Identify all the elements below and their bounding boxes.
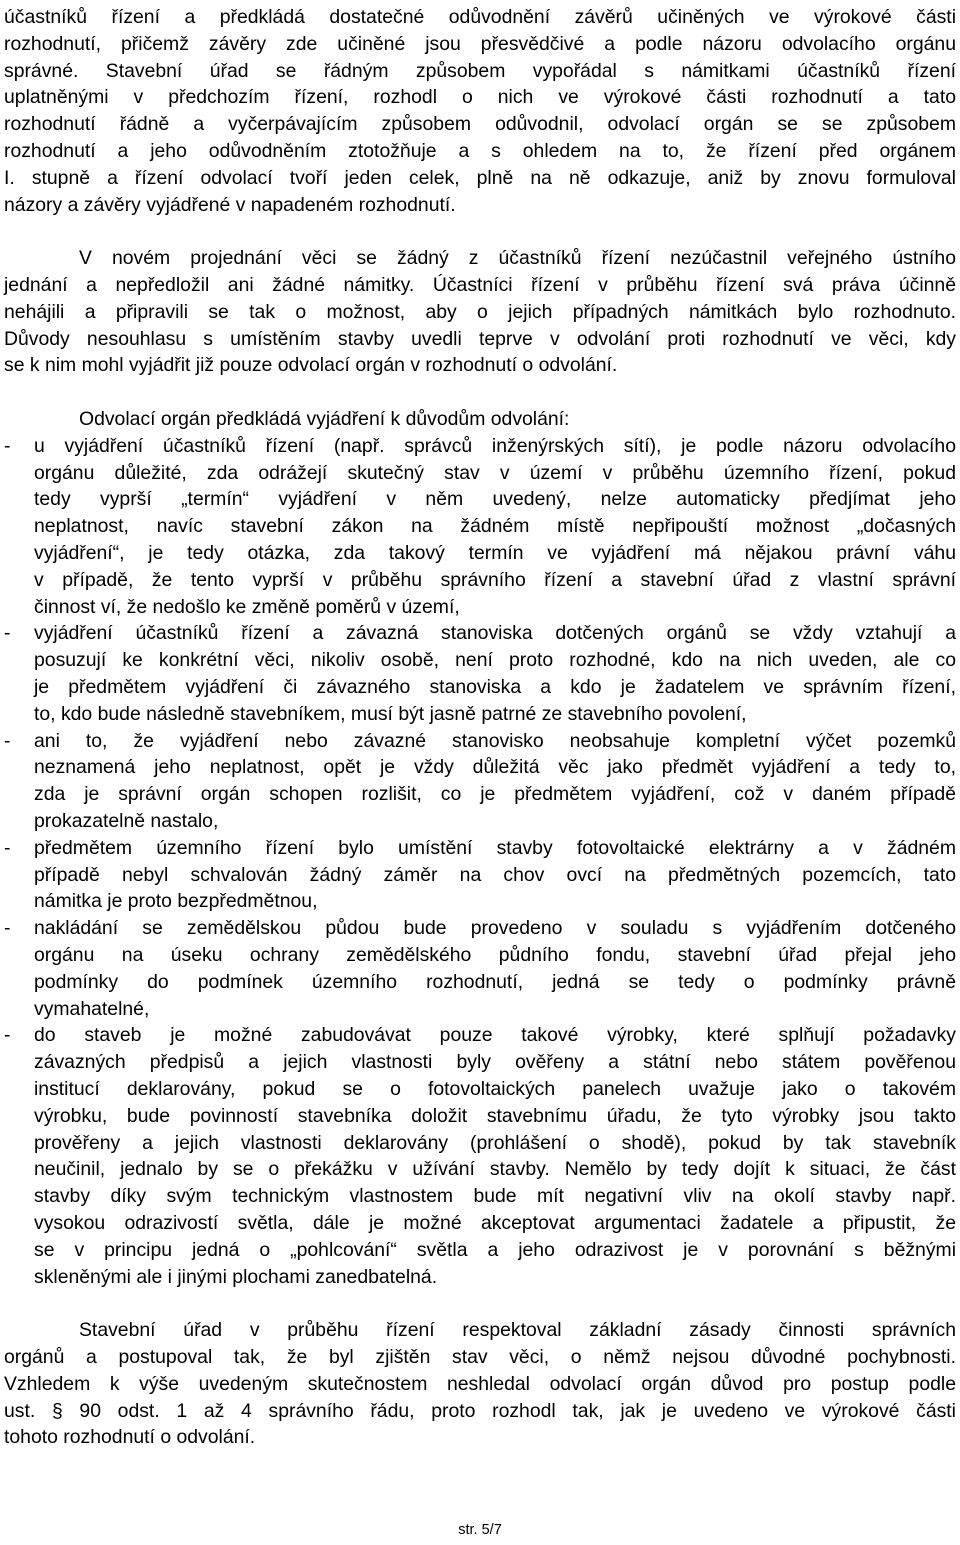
paragraph-line: se k nim mohl vyjádřit již pouze odvolací orgán v rozhodnutí o odvolání.: [4, 354, 618, 377]
list-item-line: orgánu důležité, zda odrážejí skutečný stav v území v průběhu územního řízení, pokud: [34, 461, 956, 484]
list-item-line: to, kdo bude následně stavebníkem, musí být jasně patrné ze stavebního povolení,: [34, 702, 747, 725]
list-bullet-dash: -: [4, 836, 11, 859]
list-item-line: do staveb je možné zabudovávat pouze takové výrobky, které splňují požadavky: [34, 1024, 956, 1047]
list-item-line: neučinil, jednalo by se o překážku v užívání stavby. Nemělo by tedy dojít k situaci, že část: [34, 1158, 956, 1181]
list-item-line: předmětem územního řízení bylo umístění stavby fotovoltaické elektrárny a v žádném: [34, 836, 956, 859]
paragraph-line: rozhodnutí, přičemž závěry zde učiněné jsou přesvědčivé a podle názoru odvolacího orgánu: [4, 32, 956, 55]
list-item-line: v případě, že tento vyprší v průběhu správního řízení a stavební úřad z vlastní správní: [34, 568, 956, 591]
list-bullet-dash: -: [4, 622, 11, 645]
paragraph-line: rozhodnutí řádně a vyčerpávajícím způsobem odůvodnil, odvolací orgán se se způsobem: [4, 113, 956, 136]
paragraph-line: jednání a nepředložil ani žádné námitky. Účastníci řízení v průběhu řízení svá práva účinně: [4, 274, 956, 296]
list-item-line: u vyjádření účastníků řízení (např. správců inženýrských sítí), je podle názoru odvolacího: [34, 434, 956, 457]
paragraph-line: názory a závěry vyjádřené v napadeném rozhodnutí.: [4, 193, 456, 216]
list-item-line: závazných předpisů a jejich vlastnosti byly ověřeny a státní nebo státem pověřenou: [34, 1051, 956, 1074]
paragraph-line: uplatněnými v předchozím řízení, rozhodl o nich ve výrokové části rozhodnutí a tato: [4, 86, 956, 109]
paragraph-line: správné. Stavební úřad se řádným způsobem vypořádal s námitkami účastníků řízení: [4, 59, 956, 82]
list-item-line: skleněnými ale i jinými plochami zanedbatelná.: [34, 1265, 438, 1288]
list-item-line: prověřeny a jejich vlastnosti deklarovány (prohlášení o shodě), pokud by tak stavebník: [34, 1131, 956, 1154]
paragraph-line: účastníků řízení a předkládá dostatečné odůvodnění závěrů učiněných ve výrokové části: [4, 6, 956, 28]
paragraph-line: rozhodnutí a jeho odůvodněním ztotožňuje a s ohledem na to, že řízení před orgánem: [4, 140, 956, 162]
list-item-line: prokazatelně nastalo,: [34, 810, 219, 832]
list-item-line: posuzují ke konkrétní věci, nikoliv osobě, není proto rozhodné, kdo na nich uveden, ale co: [34, 649, 956, 672]
paragraph-line: V novém projednání věci se žádný z účastníků řízení nezúčastnil veřejného ústního: [79, 247, 956, 270]
list-item-line: institucí deklarovány, pokud se o fotovoltaických panelech uvažuje jako o takovém: [34, 1078, 956, 1100]
paragraph-line: nehájili a připravili se tak o možnost, aby o jejich případných námitkách bylo rozhodnuto.: [4, 300, 956, 323]
list-item-line: tedy vyprší „termín“ vyjádření v něm uvedený, nelze automaticky předjímat jeho: [34, 488, 956, 511]
paragraph-line: Důvody nesouhlasu s umístěním stavby uvedli teprve v odvolání proti rozhodnutí ve věci, kdy: [4, 327, 956, 350]
list-item-line: orgánu na úseku ochrany zemědělského půdního fondu, stavební úřad přejal jeho: [34, 944, 956, 966]
list-item-line: se v principu jedná o „pohlcování“ světla a jeho odrazivost je v porovnání s běžnými: [34, 1238, 956, 1261]
list-item-line: neznamená jeho neplatnost, opět je vždy důležitá věc jako předmět vyjádření a tedy to,: [34, 756, 956, 779]
list-item-line: vysokou odrazivostí světla, dále je možné akceptovat argumentaci žadatele a připustit, že: [34, 1212, 956, 1234]
closing-paragraph-line: Vzhledem k výše uvedeným skutečnostem neshledal odvolací orgán důvod pro postup podle: [4, 1372, 956, 1395]
paragraph-line: I. stupně a řízení odvolací tvoří jeden celek, plně na ně odkazuje, aniž by znovu formuloval: [4, 166, 956, 189]
list-item-line: vymahatelné,: [34, 997, 150, 1020]
list-item-line: vyjádření“, je tedy otázka, zda takový termín ve vyjádření má nějakou právní váhu: [34, 542, 956, 564]
list-bullet-dash: -: [4, 917, 11, 940]
list-item-line: stavby díky svým technickým vlastnostem bude mít negativní vliv na okolí stavby např.: [34, 1185, 956, 1208]
list-item-line: výrobku, bude povinností stavebníka doložit stavebnímu úřadu, že tyto výrobky jsou takto: [34, 1104, 956, 1127]
list-item-line: činnost ví, že nedošlo ke změně poměrů v území,: [34, 595, 460, 618]
list-bullet-dash: -: [4, 434, 11, 457]
list-item-line: podmínky do podmínek územního rozhodnutí, jedná se tedy o podmínky právně: [34, 970, 956, 993]
closing-paragraph-line: Stavební úřad v průběhu řízení respektoval základní zásady činnosti správních: [79, 1319, 956, 1342]
list-item-line: zda je správní orgán schopen rozlišit, co je předmětem vyjádření, což v daném případě: [34, 783, 956, 806]
page-number: str. 5/7: [458, 1522, 502, 1538]
closing-paragraph-line: tohoto rozhodnutí o odvolání.: [4, 1426, 256, 1449]
list-item-line: je předmětem vyjádření či závazného stanoviska a kdo je žadatelem ve správním řízení,: [34, 676, 956, 698]
closing-paragraph-line: ust. § 90 odst. 1 až 4 správního řádu, proto rozhodl tak, jak je uvedeno ve výrokové části: [4, 1399, 956, 1422]
list-item-line: nakládání se zemědělskou půdou bude provedeno v souladu s vyjádřením dotčeného: [34, 917, 956, 940]
list-bullet-dash: -: [4, 1024, 11, 1047]
paragraph-line: Odvolací orgán předkládá vyjádření k důvodům odvolání:: [79, 408, 570, 430]
list-bullet-dash: -: [4, 729, 11, 752]
closing-paragraph-line: orgánů a postupoval tak, že byl zjištěn stav věci, o němž nejsou důvodné pochybnosti.: [4, 1346, 956, 1368]
list-item-line: ani to, že vyjádření nebo závazné stanovisko neobsahuje kompletní výčet pozemků: [34, 729, 956, 752]
list-item-line: námitka je proto bezpředmětnou,: [34, 890, 318, 913]
list-item-line: vyjádření účastníků řízení a závazná stanoviska dotčených orgánů se vždy vztahují a: [34, 622, 956, 645]
list-item-line: neplatnost, navíc stavební zákon na žádném místě nepřipouští možnost „dočasných: [34, 515, 956, 538]
list-item-line: případě nebyl schvalován žádný záměr na chov ovcí na předmětných pozemcích, tato: [34, 863, 956, 886]
